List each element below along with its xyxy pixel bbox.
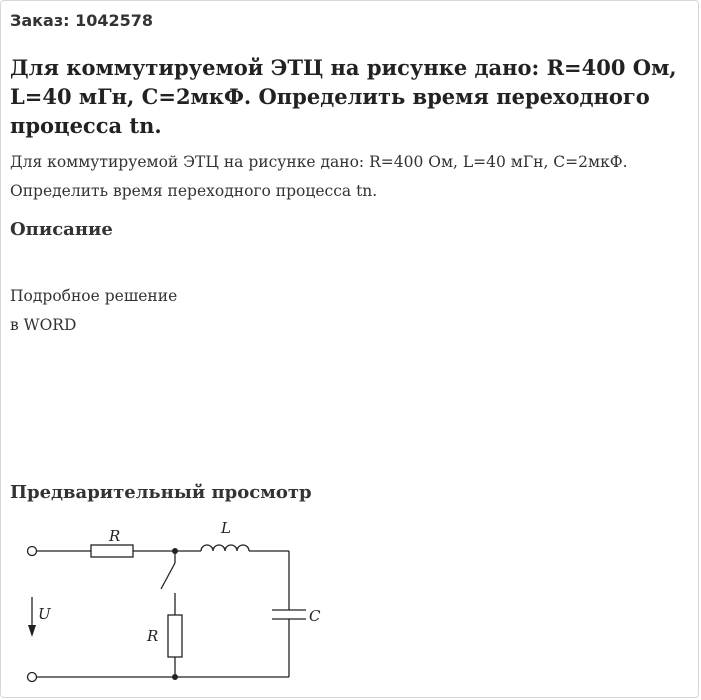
node-top [172,548,178,554]
terminal-bottom [28,673,37,682]
switch-blade [161,563,175,589]
node-bottom [172,674,178,680]
lead-text: Для коммутируемой ЭТЦ на рисунке дано: R=400 Ом, L=40 мГн, С=2мкФ. Определить время переходного процесса tn. [10,153,628,200]
resistor-top [91,545,133,557]
label-r-mid: R [147,627,159,645]
description-heading: Описание [10,219,113,240]
page-title: Для коммутируемой ЭТЦ на рисунке дано: R=400 Ом, L=40 мГн, С=2мкФ. Определить время переходного процесса tn. [10,55,677,138]
preview-heading: Предварительный просмотр [10,482,312,503]
label-l: L [221,519,231,537]
voltage-arrow-head [28,625,36,637]
circuit-diagram [1,511,361,691]
label-c: C [309,607,321,625]
order-label: Заказ: [10,11,70,30]
description-line-1: Подробное решение [10,287,178,305]
description-body [10,282,177,340]
resistor-mid [168,615,182,657]
order-line [10,11,153,30]
order-number: 1042578 [75,11,154,30]
label-u: U [38,605,51,623]
inductor-l [201,545,249,551]
terminal-top [28,547,37,556]
label-r-top: R [109,527,121,545]
description-line-2: в WORD [10,316,77,334]
